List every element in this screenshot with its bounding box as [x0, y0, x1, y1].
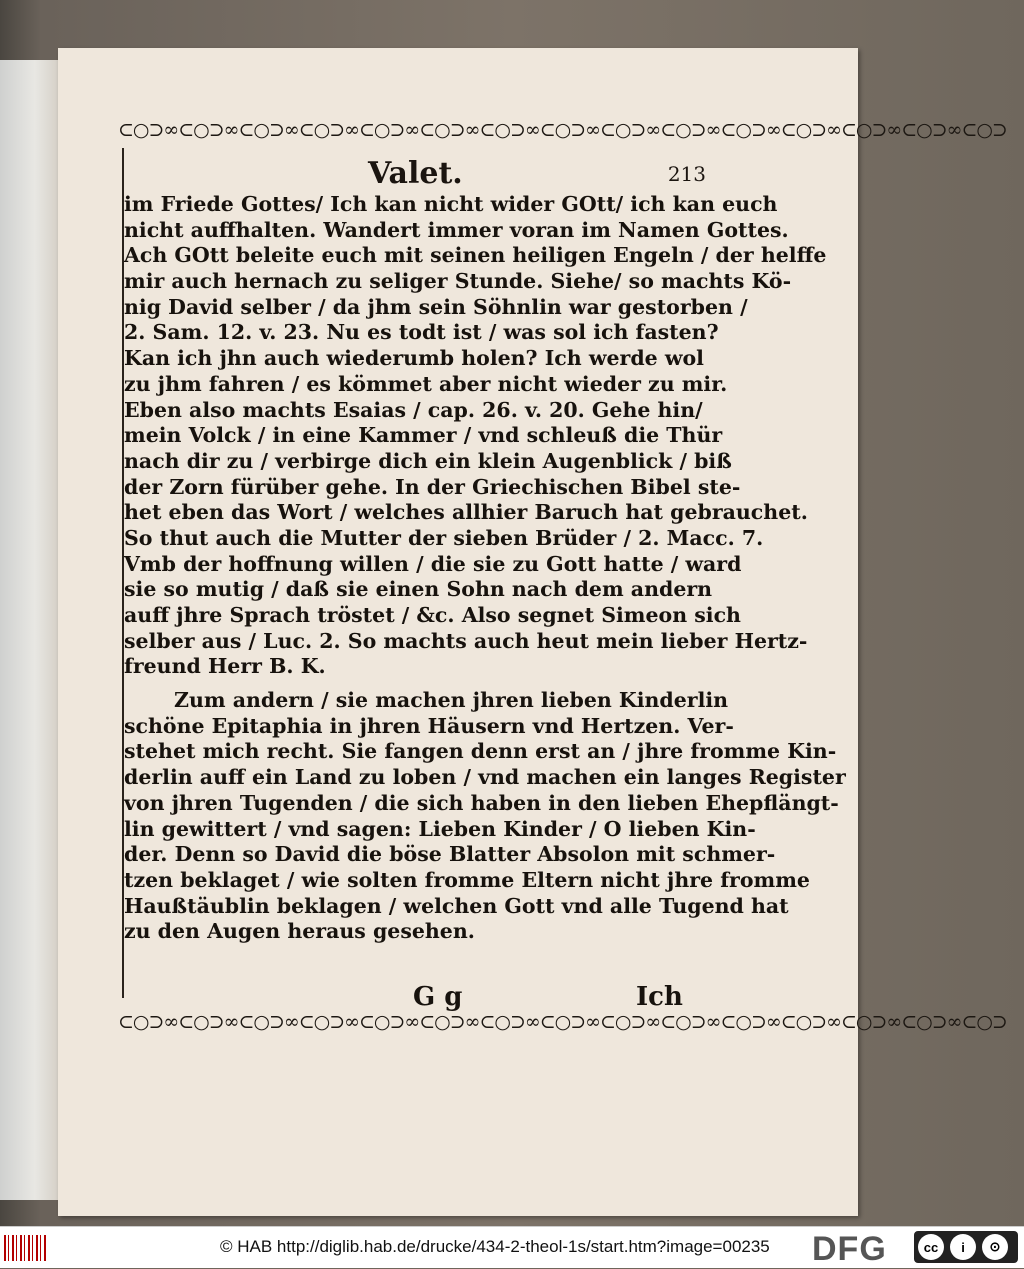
by-attribution-icon: i [950, 1234, 976, 1260]
text-line: 2. Sam. 12. v. 23. Nu es todt ist / was sol ich fasten? [124, 320, 719, 345]
barcode-icon [4, 1235, 48, 1261]
text-line: het eben das Wort / welches allhier Baruch hat gebrauchet. [124, 500, 808, 525]
text-line: von jhren Tugenden / die sich haben in den lieben Ehepflängt- [124, 790, 839, 815]
text-line: nig David selber / da jhm sein Söhnlin war gestorben / [124, 294, 748, 319]
text-line: sie so mutig / daß sie einen Sohn nach dem andern [124, 577, 713, 602]
text-line: mein Volck / in eine Kammer / vnd schleuß die Thür [124, 423, 723, 448]
text-line: auff jhre Sprach tröstet / &c. Also segnet Simeon sich [124, 603, 741, 627]
text-line: schöne Epitaphia in jhren Häusern vnd Hertzen. Ver- [124, 713, 734, 738]
catchword: Ich [636, 982, 683, 1012]
text-line: Haußtäublin beklagen / welchen Gott vnd alle Tugend hat [124, 893, 789, 918]
text-line: zu jhm fahren / es kömmet aber nicht wieder zu mir. [124, 371, 728, 396]
text-line: zu den Augen heraus gesehen. [124, 919, 475, 944]
text-line: derlin auff ein Land zu loben / vnd machen ein langes Register [124, 765, 846, 790]
signature-mark: G g [413, 982, 463, 1012]
text-line: Zum andern / sie machen jhren lieben Kinderlin [174, 688, 729, 713]
book-page [58, 48, 1007, 1216]
dfg-logo: DFG [812, 1230, 887, 1268]
cc-license-badge[interactable] [914, 1231, 1018, 1263]
source-link[interactable]: © HAB http://diglib.hab.de/drucke/434-2-theol-1s/start.htm?image=00235 [220, 1237, 770, 1256]
text-line: der Zorn fürüber gehe. In der Griechischen Bibel ste- [124, 474, 741, 499]
text-line: Ach GOtt beleite euch mit seinen heiligen Engeln / der helffe [124, 243, 827, 268]
bottom-ornament-border: ⊂○⊃∞⊂○⊃∞⊂○⊃∞⊂○⊃∞⊂○⊃∞⊂○⊃∞⊂○⊃∞⊂○⊃∞⊂○⊃∞⊂○⊃∞⊂○⊃∞⊂○⊃∞⊂○⊃∞⊂○⊃∞⊂○⊃ [118, 1011, 1007, 1033]
viewer-footer [0, 1226, 1024, 1268]
text-line: selber aus / Luc. 2. So machts auch heut mein lieber Hertz- [124, 628, 808, 653]
text-line: tzen beklaget / wie solten fromme Eltern nicht jhre fromme [124, 867, 810, 892]
text-line: So thut auch die Mutter der sieben Brüder / 2. Macc. 7. [124, 525, 764, 550]
page-body [124, 192, 846, 945]
text-line: nach dir zu / verbirge dich ein klein Augenblick / biß [124, 448, 732, 473]
text-line: freund Herr B. K. [124, 654, 326, 679]
text-line: Eben also machts Esaias / cap. 26. v. 20. Gehe hin/ [124, 397, 703, 422]
page-header [128, 152, 708, 192]
running-title: Valet. [368, 156, 463, 191]
text-line: Vmb der hoffnung willen / die sie zu Gott hatte / ward [124, 551, 742, 576]
page-stack-edge [0, 60, 59, 1200]
top-ornament-border: ⊂○⊃∞⊂○⊃∞⊂○⊃∞⊂○⊃∞⊂○⊃∞⊂○⊃∞⊂○⊃∞⊂○⊃∞⊂○⊃∞⊂○⊃∞⊂○⊃∞⊂○⊃∞⊂○⊃∞⊂○⊃∞⊂○⊃ [118, 119, 1007, 141]
cc-icon: cc [918, 1234, 944, 1260]
sharealike-icon: ⊙ [982, 1234, 1008, 1260]
text-line: Kan ich jhn auch wiederumb holen? Ich werde wol [124, 346, 704, 371]
text-line: der. Denn so David die böse Blatter Absolon mit schmer- [124, 842, 776, 867]
text-line: nicht auffhalten. Wandert immer voran im Namen Gottes. [124, 217, 789, 242]
text-line: stehet mich recht. Sie fangen denn erst an / jhre fromme Kin- [124, 739, 837, 764]
page-number: 213 [667, 162, 706, 186]
text-line: lin gewittert / vnd sagen: Lieben Kinder / O lieben Kin- [124, 816, 756, 841]
text-line: mir auch hernach zu seliger Stunde. Siehe/ so machts Kö- [124, 269, 792, 294]
text-line: im Friede Gottes/ Ich kan nicht wider GOtt/ ich kan euch [124, 192, 778, 216]
